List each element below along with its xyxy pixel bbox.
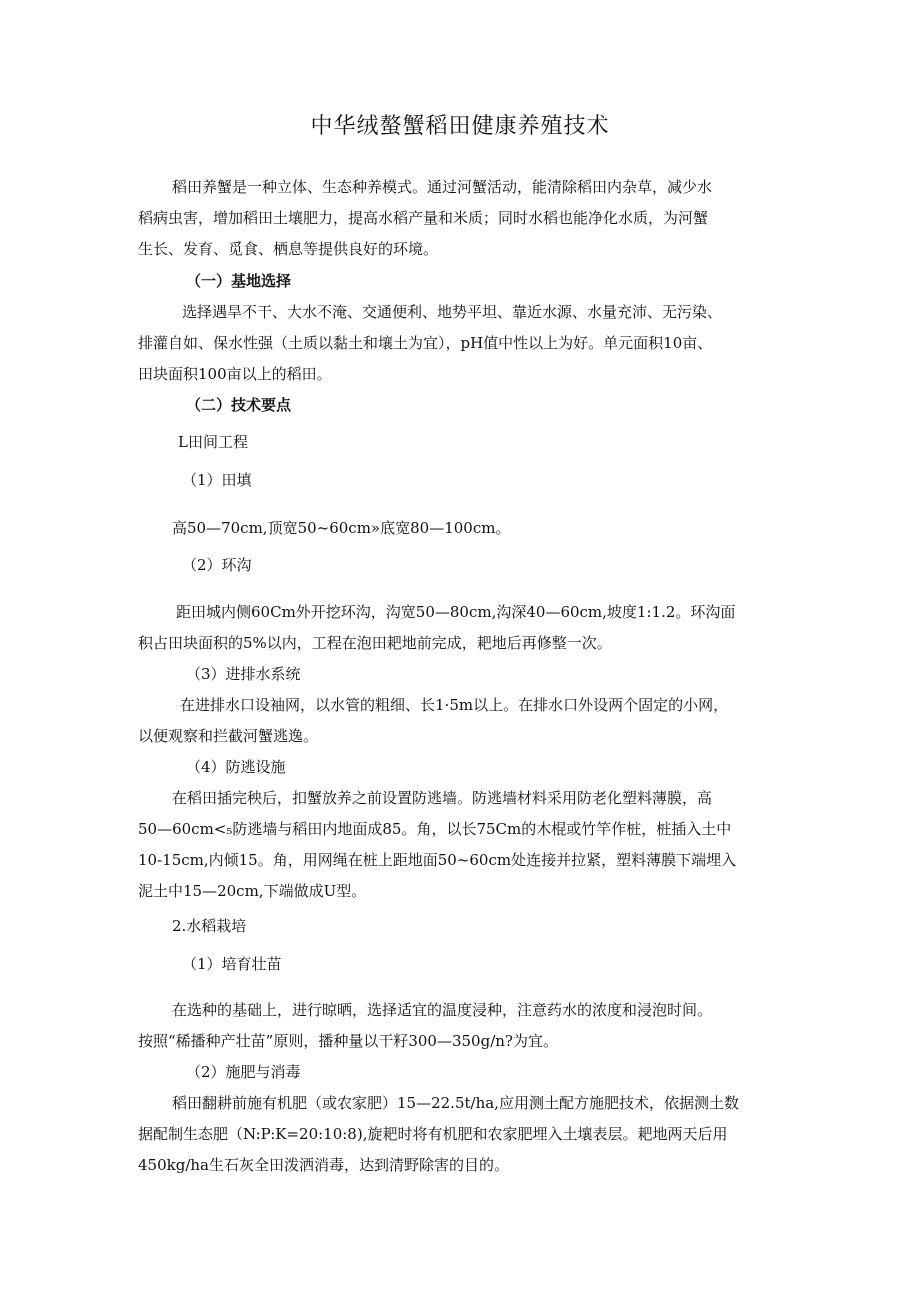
section1-line-2: 排灌自如、保水性强（土质以黏土和壤土为宜），pH值中性以上为好。单元面积10亩、 [138, 334, 713, 352]
sub2-body [138, 597, 798, 659]
sub2-heading: （2）环沟 [182, 556, 252, 574]
sub3-body [138, 690, 798, 752]
section1-line-1: 选择遇旱不干、大水不淹、交通便利、地势平坦、靠近水源、水量充沛、无污染、 [182, 303, 723, 321]
sub6-line-2: 据配制生态肥（N:P:K=20:10:8),旋耙时将有机肥和农家肥埋入土壤表层。耙地两天后用 [138, 1125, 728, 1143]
intro-line-2: 稻病虫害，增加稻田土壤肥力，提高水稻产量和米质；同时水稻也能净化水质，为河蟹 [138, 209, 709, 227]
sub3-heading: （3）进排水系统 [186, 665, 301, 683]
sub6-line-3: 450kg/ha生石灰全田泼洒消毒，达到清野除害的目的。 [138, 1156, 509, 1174]
section1-heading: （一）基地选择 [186, 272, 292, 290]
sub2-line-1: 距田城内侧60Cm外开挖环沟，沟宽50—80cm,沟深40—60cm,坡度1:1.2。环沟面 [176, 603, 736, 621]
sub2-line-2: 积占田块面积的5%以内，工程在泡田耙地前完成，耙地后再修整一次。 [138, 634, 612, 652]
sub4-line-2: 50—60cm<₅防逃墙与稻田内地面成85。角，以长75Cm的木棍或竹竿作桩，桩插入土中 [138, 820, 732, 838]
sub4-body [138, 783, 798, 907]
sub5-line-2: 按照“稀播种产壮苗”原则，播种量以干籽300—350g/n?为宜。 [138, 1032, 558, 1050]
sub6-body [138, 1088, 798, 1181]
sub5-line-1: 在选种的基础上，进行晾晒，选择适宜的温度浸种，注意药水的浓度和浸泡时间。 [172, 1001, 713, 1019]
sub1-body: 高50—70cm,顶宽50~60cm»底宽80—100cm。 [172, 519, 511, 537]
sub4-line-1: 在稻田插完秧后，扣蟹放养之前设置防逃墙。防逃墙材料采用防老化塑料薄膜，高 [172, 789, 713, 807]
section1-line-3: 田块面积100亩以上的稻田。 [138, 365, 332, 383]
sub5-heading: （1）培育壮苗 [182, 955, 282, 973]
item2-heading: 2.水稻栽培 [172, 917, 247, 935]
section2-heading: （二）技术要点 [186, 396, 292, 414]
sub1-heading: （1）田填 [182, 471, 252, 489]
sub4-line-4: 泥土中15—20cm,下端做成U型。 [138, 882, 367, 900]
intro-paragraph [138, 172, 798, 265]
sub4-line-3: 10-15cm,内倾15。角，用网绳在桩上距地面50~60cm处连接并拉紧，塑料薄膜下端埋入 [138, 851, 737, 869]
intro-line-3: 生长、发育、觅食、栖息等提供良好的环境。 [138, 240, 439, 258]
section1-body [138, 297, 798, 390]
item1-heading: L田间工程 [178, 433, 248, 451]
sub6-line-1: 稻田翻耕前施有机肥（或农家肥）15—22.5t/ha,应用测土配方施肥技术，依据测土数 [172, 1094, 739, 1112]
intro-line-1: 稻田养蟹是一种立体、生态种养模式。通过河蟹活动，能清除稻田内杂草，减少水 [172, 178, 713, 196]
sub4-heading: （4）防逃设施 [186, 758, 286, 776]
sub3-line-1: 在进排水口设袖网，以水管的粗细、长1·5m以上。在排水口外设两个固定的小网， [180, 696, 729, 714]
sub6-heading: （2）施肥与消毒 [186, 1063, 301, 1081]
sub5-body [138, 995, 798, 1057]
sub3-line-2: 以便观察和拦截河蟹逃逸。 [138, 727, 319, 745]
document-title: 中华绒螯蟹稻田健康养殖技术 [310, 114, 610, 139]
